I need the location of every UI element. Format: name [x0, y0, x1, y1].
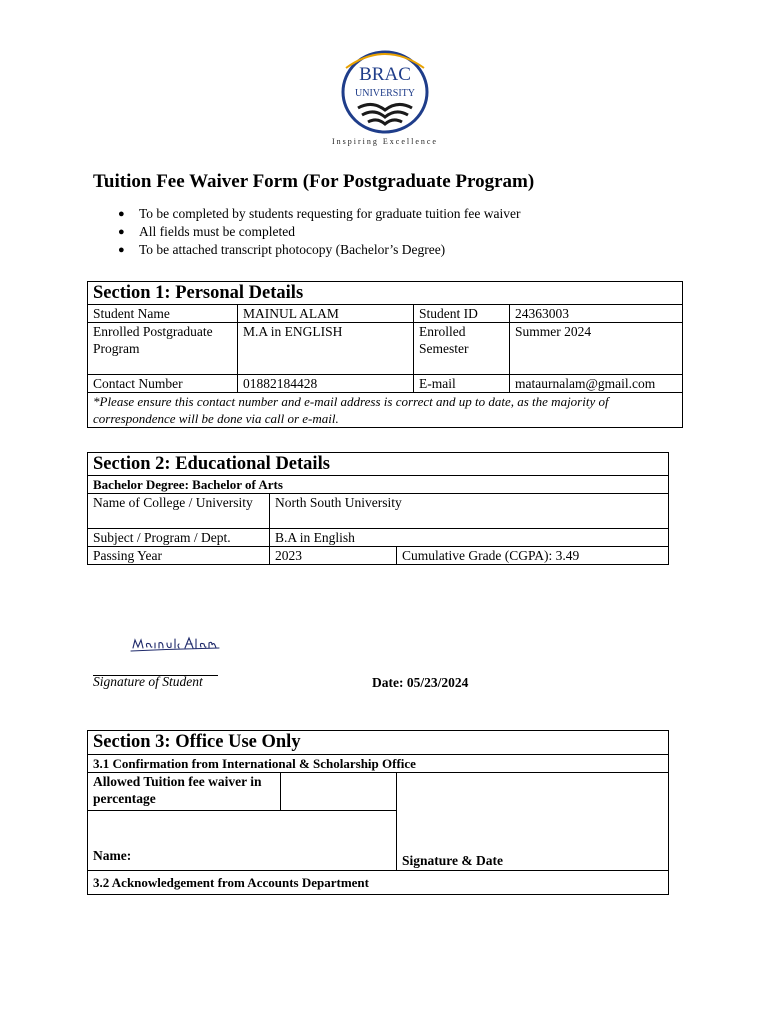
student-id-label: Student ID [414, 305, 510, 323]
cgpa-text[interactable]: Cumulative Grade (CGPA): 3.49 [397, 547, 669, 565]
instructions-list [118, 205, 520, 259]
college-value[interactable]: North South University [270, 494, 669, 529]
student-id-value[interactable]: 24363003 [510, 305, 683, 323]
contact-label: Contact Number [88, 375, 238, 393]
instruction-text: To be attached transcript photocopy (Bachelor’s Degree) [139, 242, 446, 257]
instruction-text: All fields must be completed [139, 224, 295, 239]
name-field[interactable] [88, 811, 397, 871]
name-label: Name: [93, 848, 132, 863]
student-name-value[interactable]: MAINUL ALAM [238, 305, 414, 323]
semester-value[interactable]: Summer 2024 [510, 323, 683, 375]
program-label: Enrolled Postgraduate Program [88, 323, 238, 375]
waiver-percentage-field[interactable] [281, 773, 397, 811]
degree-heading: Bachelor Degree: Bachelor of Arts [88, 476, 669, 494]
section2-educational-details-table [87, 452, 669, 565]
section3-office-use-table [87, 730, 669, 895]
contact-value[interactable]: 01882184428 [238, 375, 414, 393]
email-value[interactable]: mataurnalam@gmail.com [510, 375, 683, 393]
logo-name-line2: UNIVERSITY [355, 88, 415, 99]
email-label: E-mail [414, 375, 510, 393]
passing-year-value[interactable]: 2023 [270, 547, 397, 565]
waiver-percentage-label: Allowed Tuition fee waiver in percentage [88, 773, 281, 811]
subject-label: Subject / Program / Dept. [88, 529, 270, 547]
list-item [118, 223, 520, 241]
list-item [118, 241, 520, 259]
semester-label: Enrolled Semester [414, 323, 510, 375]
passing-year-label: Passing Year [88, 547, 270, 565]
instruction-text: To be completed by students requesting for graduate tuition fee waiver [139, 206, 521, 221]
program-value[interactable]: M.A in ENGLISH [238, 323, 414, 375]
section1-personal-details-table [87, 281, 683, 428]
logo-tagline: Inspiring Excellence [332, 137, 438, 146]
list-item [118, 205, 520, 223]
bullet-icon: ● [118, 226, 125, 238]
student-name-label: Student Name [88, 305, 238, 323]
signature-date: Date: 05/23/2024 [372, 675, 469, 690]
signature-date-field[interactable] [397, 773, 669, 871]
section3-sub2-heading: 3.2 Acknowledgement from Accounts Department [88, 871, 669, 895]
bullet-icon: ● [118, 244, 125, 256]
brac-university-logo [326, 48, 444, 150]
college-label: Name of College / University [88, 494, 270, 529]
bullet-icon: ● [118, 208, 125, 220]
form-title: Tuition Fee Waiver Form (For Postgraduate Program) [93, 171, 535, 192]
subject-value[interactable]: B.A in English [270, 529, 669, 547]
student-signature-image [95, 614, 255, 664]
signature-date-label: Signature & Date [402, 853, 503, 868]
section2-title: Section 2: Educational Details [88, 453, 669, 476]
section1-title: Section 1: Personal Details [88, 282, 683, 305]
signature-label: Signature of Student [93, 674, 203, 689]
section3-title: Section 3: Office Use Only [88, 731, 669, 755]
logo-emblem [326, 48, 444, 136]
logo-name-line1: BRAC [359, 64, 411, 85]
section3-sub1-heading: 3.1 Confirmation from International & Scholarship Office [88, 755, 669, 773]
contact-note: *Please ensure this contact number and e-mail address is correct and up to date, as the majority of correspondence will be done via call or e-mail. [88, 393, 683, 428]
